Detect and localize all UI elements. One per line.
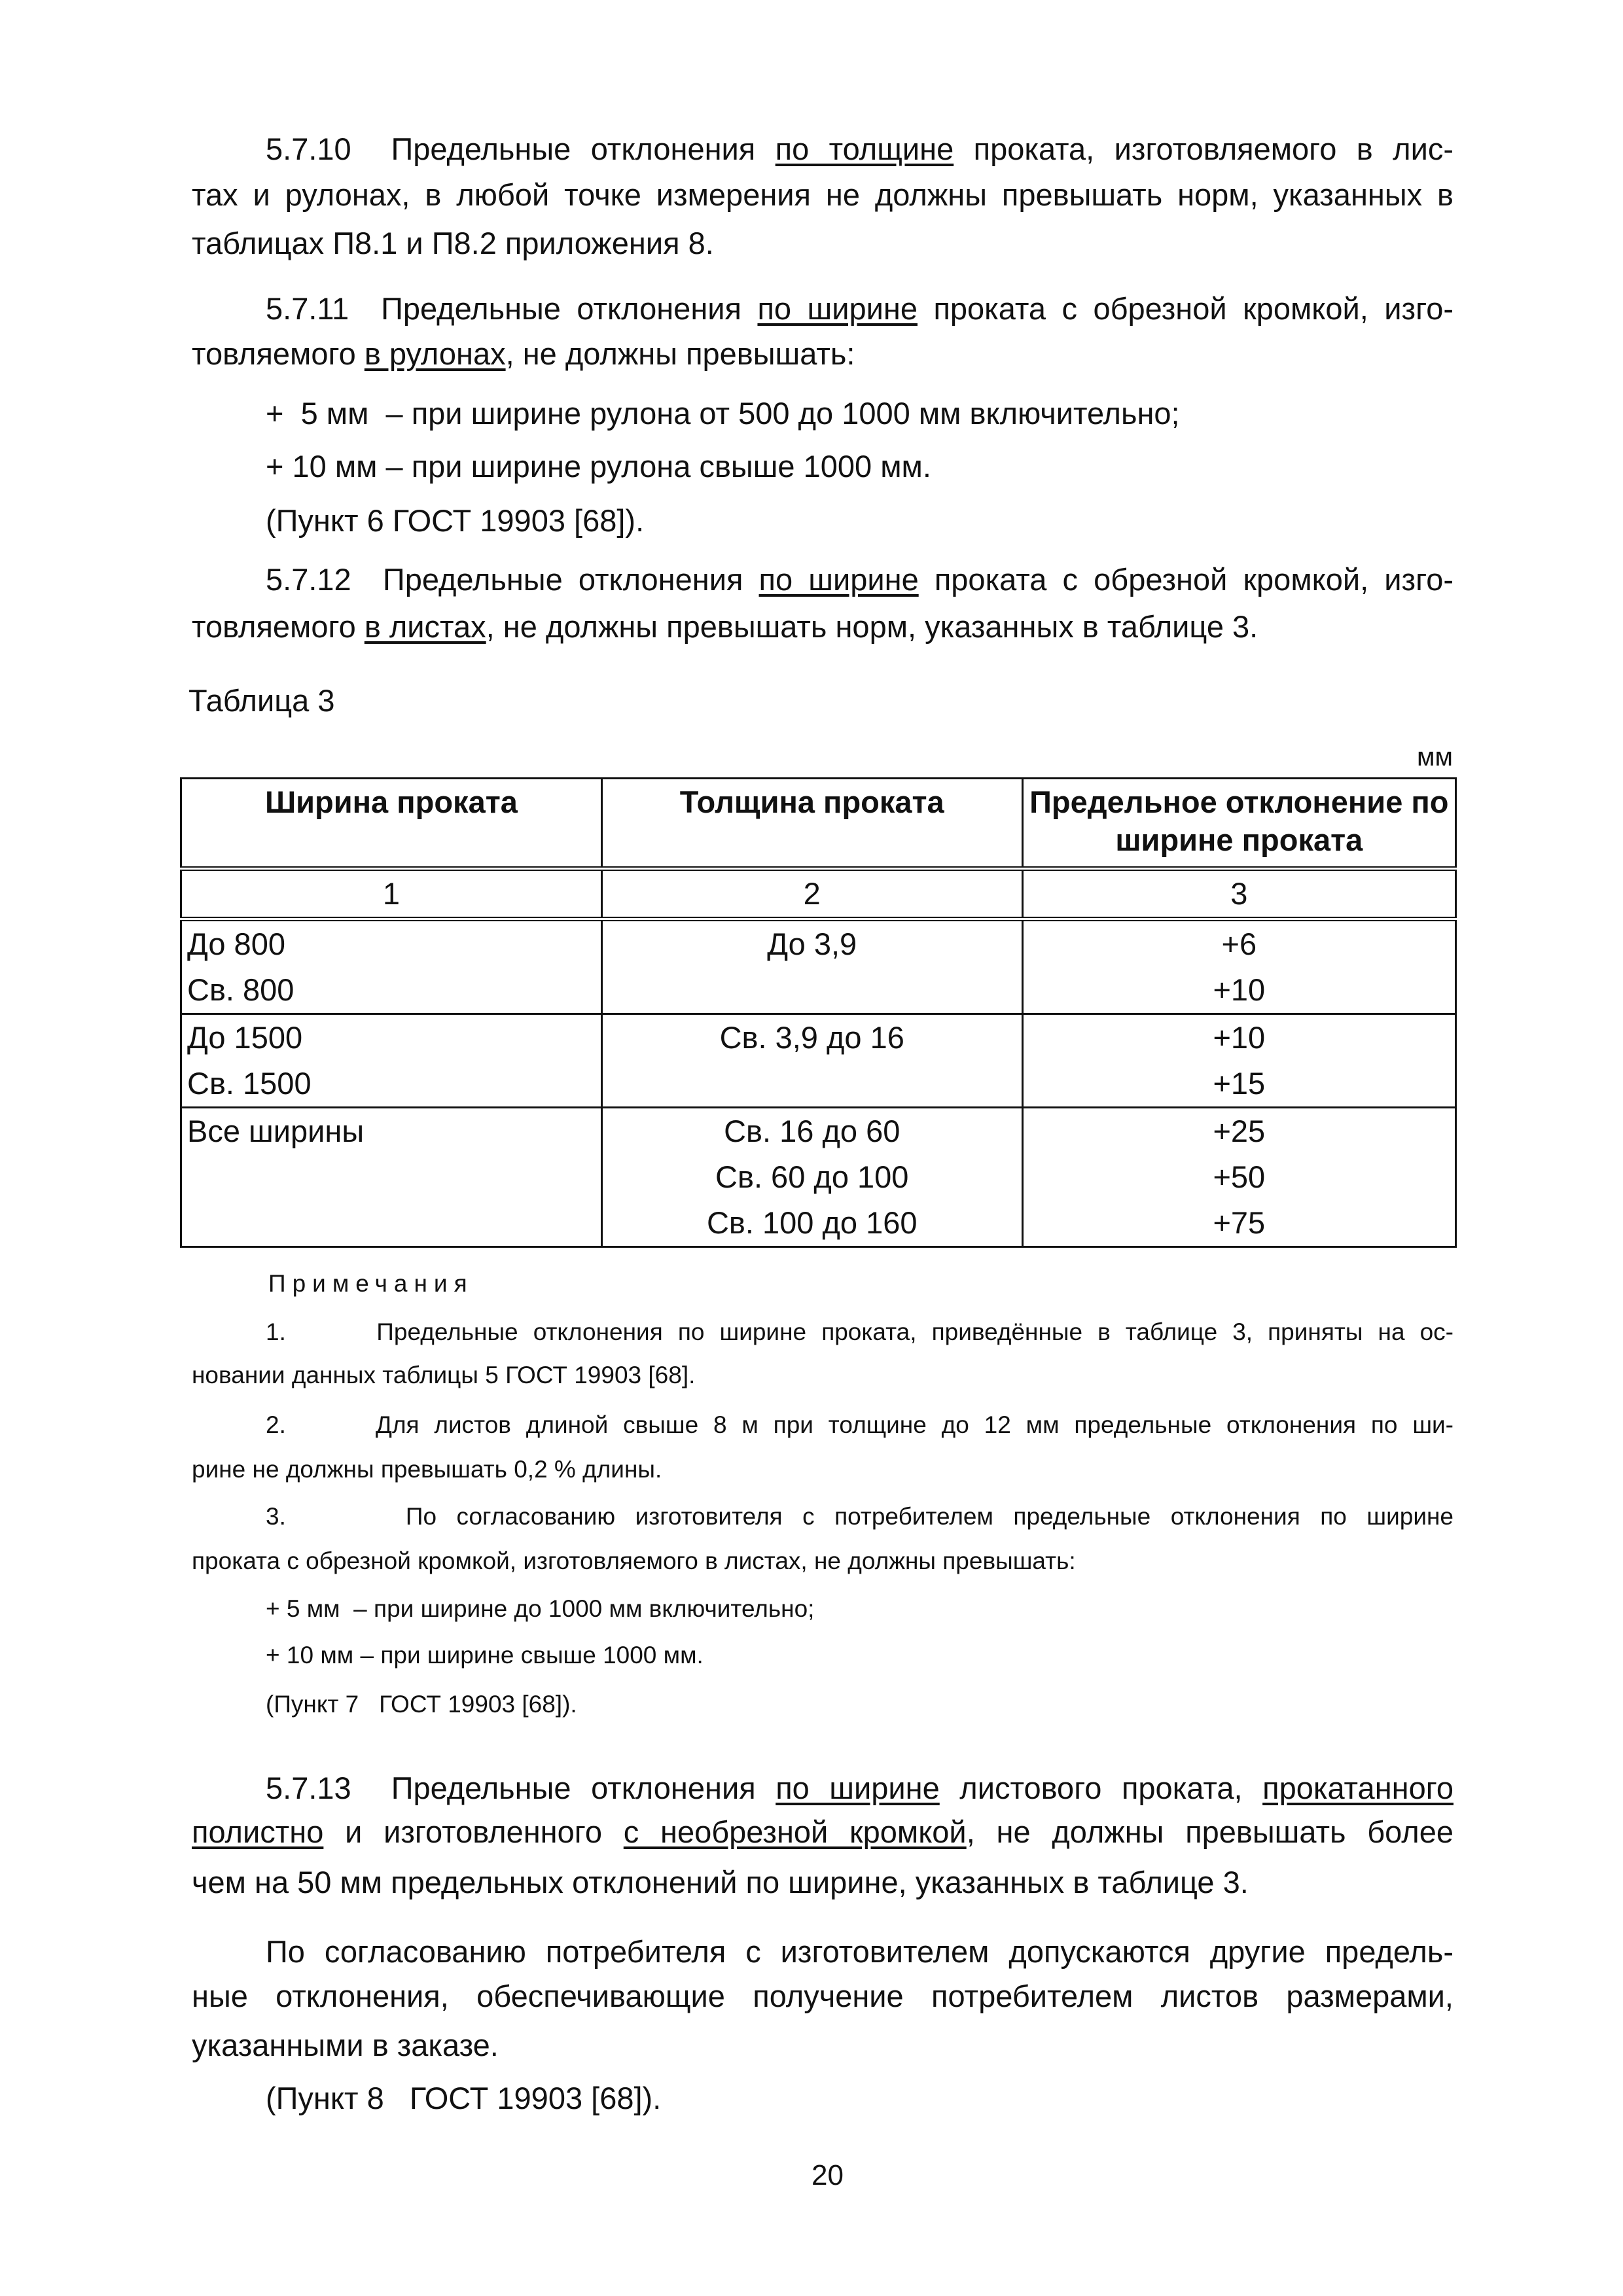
text-segment: , не должны превышать: (505, 336, 855, 371)
underlined-text: по ширине (776, 1771, 940, 1805)
text-segment: , не должны превышать более (966, 1814, 1454, 1849)
cell-thickness: Св. 100 до 160 (706, 1205, 918, 1240)
text-segment: новании данных таблицы 5 ГОСТ 19903 [68]. (192, 1362, 696, 1388)
text-line (266, 286, 1454, 332)
text-segment: + 10 мм – при ширине рулона свыше 1000 мм. (266, 449, 931, 484)
text-segment: листового проката, (939, 1771, 1263, 1805)
text-segment: (Пункт 7 ГОСТ 19903 [68]). (266, 1691, 577, 1718)
text-line (266, 391, 1454, 436)
underlined-text: прокатанного (1262, 1771, 1454, 1805)
cell-deviation: +50 (1213, 1159, 1266, 1194)
text-line (192, 1357, 1454, 1394)
text-segment: 5.7.11 Предельные отклонения (266, 291, 758, 326)
text-line (266, 444, 1454, 489)
cell-width: До 800 (187, 927, 285, 961)
text-segment: 5.7.13 Предельные отклонения (266, 1771, 776, 1805)
text-segment: 2. Для листов длиной свыше 8 м при толщине до 12 мм предельные отклонения по ши- (266, 1411, 1454, 1438)
text-line (192, 2022, 1454, 2068)
text-segment: 5.7.12 Предельные отклонения (266, 562, 759, 597)
text-line (266, 1498, 1454, 1535)
table-caption: Таблица 3 (188, 683, 335, 718)
text-segment: указанными в заказе. (192, 2028, 499, 2062)
text-line (266, 1314, 1454, 1351)
text-line (192, 1860, 1454, 1905)
text-line (192, 172, 1454, 218)
text-line (192, 1451, 1454, 1488)
text-segment: тах и рулонах, в любой точке измерения не должны превышать норм, указанных в (192, 177, 1454, 212)
text-line (192, 1543, 1454, 1580)
page-number: 20 (812, 2159, 844, 2191)
text-line (266, 126, 1454, 172)
text-segment: ные отклонения, обеспечивающие получение потребителем листов размерами, (192, 1979, 1454, 2013)
table-unit: мм (1417, 743, 1453, 771)
header-deviation: Предельное отклонение по ширине проката (1022, 779, 1455, 869)
text-segment: 3. По согласованию изготовителя с потребителем предельные отклонения по ширине (266, 1503, 1454, 1530)
cell-width: До 1500 (187, 1020, 303, 1055)
text-segment: проката с обрезной кромкой, изготовляемого в листах, не должны превышать: (192, 1547, 1076, 1574)
text-segment: и изготовленного (323, 1814, 624, 1849)
cell-deviation: +10 (1213, 1020, 1266, 1055)
text-line (266, 1765, 1454, 1811)
cell-width: Св. 800 (187, 972, 294, 1007)
underlined-text: по ширине (758, 562, 919, 597)
text-line (266, 498, 1454, 544)
text-line (266, 1686, 1454, 1723)
underlined-text: в рулонах (364, 336, 506, 371)
cell-thickness: Св. 16 до 60 (724, 1114, 901, 1148)
cell-width: Все ширины (187, 1114, 365, 1148)
col-number: 3 (1022, 869, 1455, 919)
text-line (266, 2075, 1454, 2121)
underlined-text: с необрезной кромкой (623, 1814, 967, 1849)
text-segment: , не должны превышать норм, указанных в таблице 3. (486, 609, 1258, 644)
col-number: 2 (601, 869, 1022, 919)
table-row (181, 1108, 1456, 1247)
text-segment: По согласованию потребителя с изготовителем допускаются другие предель- (266, 1934, 1454, 1969)
text-segment: (Пункт 8 ГОСТ 19903 [68]). (266, 2081, 662, 2115)
text-line (192, 221, 1454, 266)
underlined-text: по ширине (757, 291, 918, 326)
underlined-text: в листах (364, 609, 486, 644)
cell-deviation: +75 (1213, 1205, 1266, 1240)
cell-thickness: Св. 60 до 100 (715, 1159, 909, 1194)
text-segment: (Пункт 6 ГОСТ 19903 [68]). (266, 503, 645, 538)
text-line (266, 1929, 1454, 1975)
cell-thickness: До 3,9 (767, 927, 857, 961)
text-segment: 1. Предельные отклонения по ширине проката, приведённые в таблице 3, приняты на ос- (266, 1318, 1454, 1345)
text-line (192, 331, 1454, 377)
text-line (266, 1407, 1454, 1443)
text-segment: проката с обрезной кромкой, изго- (917, 291, 1454, 326)
text-segment: проката с обрезной кромкой, изго- (918, 562, 1454, 597)
cell-deviation: +6 (1221, 927, 1257, 961)
text-segment: + 10 мм – при ширине свыше 1000 мм. (266, 1642, 704, 1669)
text-segment: 5.7.10 Предельные отклонения (266, 132, 776, 166)
text-segment: таблицах П8.1 и П8.2 приложения 8. (192, 226, 714, 260)
cell-deviation: +10 (1213, 972, 1266, 1007)
text-line (266, 557, 1454, 603)
header-width: Ширина проката (181, 779, 602, 869)
text-segment: товляемого (192, 609, 365, 644)
table-row (181, 919, 1456, 1014)
text-line (266, 1591, 1454, 1627)
col-number: 1 (181, 869, 602, 919)
deviation-table (180, 777, 1457, 1248)
notes-title: Примечания (268, 1270, 474, 1297)
cell-deviation: +25 (1213, 1114, 1266, 1148)
text-segment: чем на 50 мм предельных отклонений по ширине, указанных в таблице 3. (192, 1865, 1249, 1899)
text-segment: проката, изготовляемого в лис- (954, 132, 1454, 166)
text-segment: рине не должны превышать 0,2 % длины. (192, 1456, 662, 1483)
text-line (192, 1809, 1454, 1855)
text-segment: + 5 мм – при ширине рулона от 500 до 1000 мм включительно; (266, 396, 1180, 431)
cell-width: Св. 1500 (187, 1066, 312, 1101)
text-line (192, 604, 1454, 650)
header-thickness: Толщина проката (601, 779, 1022, 869)
cell-thickness: Св. 3,9 до 16 (719, 1020, 904, 1055)
table-row (181, 1014, 1456, 1108)
text-line (266, 1637, 1454, 1674)
text-segment: товляемого (192, 336, 365, 371)
underlined-text: по толщине (775, 132, 954, 166)
text-line (192, 1973, 1454, 2019)
cell-deviation: +15 (1213, 1066, 1266, 1101)
text-segment: + 5 мм – при ширине до 1000 мм включительно; (266, 1595, 815, 1622)
underlined-text: полистно (192, 1814, 324, 1849)
